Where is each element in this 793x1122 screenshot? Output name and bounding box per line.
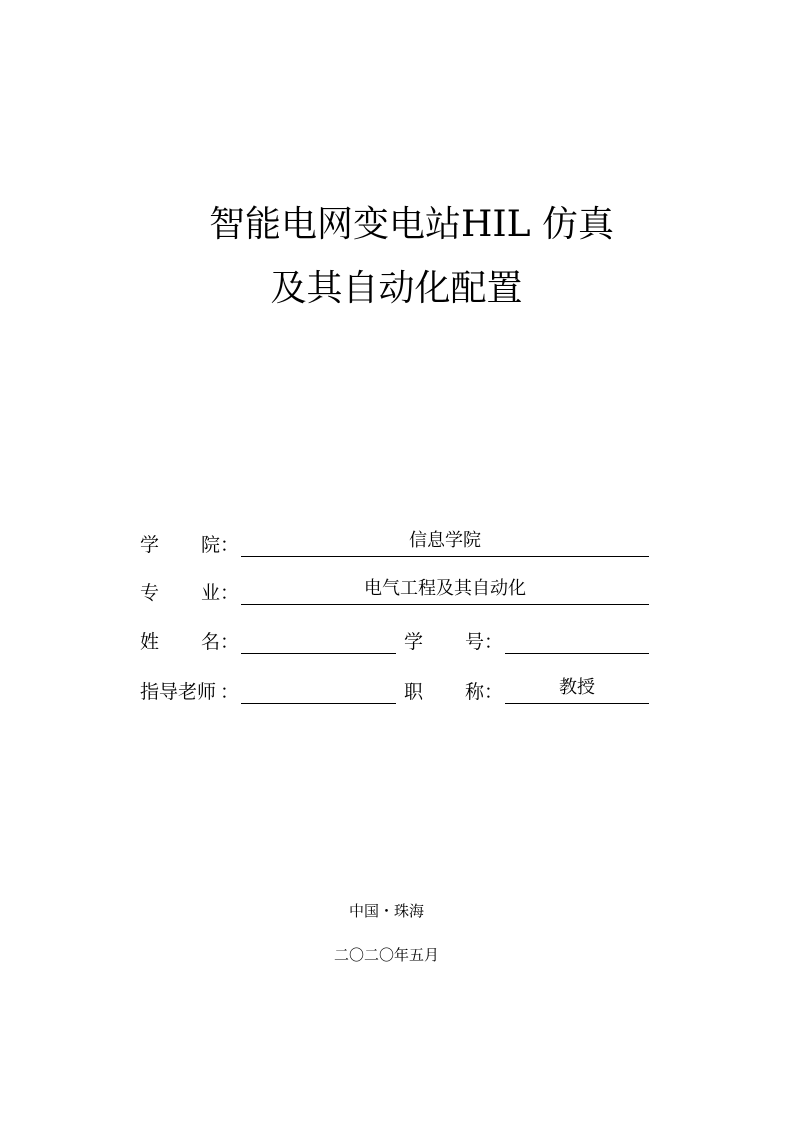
advisor-label: 指导老师 — [140, 681, 217, 703]
major-label-char-1: 专 — [140, 582, 160, 604]
document-title-line-1: 智能电网变电站HIL 仿真 — [209, 204, 614, 245]
college-label-char-2: 院 — [201, 534, 221, 556]
major-label-char-2: 业 — [201, 582, 221, 604]
document-title-line-2: 及其自动化配置 — [270, 268, 523, 309]
advisor-title-label-colon: ： — [484, 681, 504, 703]
name-field[interactable] — [241, 625, 396, 654]
major-label-colon: ： — [220, 582, 240, 604]
advisor-title-field[interactable]: 教授 — [505, 675, 649, 704]
form-row-name-id — [140, 624, 650, 654]
form-row-advisor — [140, 674, 650, 704]
name-label-char-1: 姓 — [140, 631, 160, 653]
name-label-colon: ： — [220, 631, 240, 653]
college-label-char-1: 学 — [140, 534, 160, 556]
student-id-label-char-2: 号 — [465, 631, 485, 653]
major-field[interactable]: 电气工程及其自动化 — [241, 576, 649, 605]
footer-place: 中国・珠海 — [348, 902, 424, 920]
student-id-label-colon: ： — [484, 631, 504, 653]
advisor-label-colon: ： — [220, 681, 240, 703]
advisor-title-label-char-2: 称 — [465, 681, 485, 703]
student-id-field[interactable] — [505, 625, 649, 654]
form-row-college — [140, 527, 650, 557]
form-row-major — [140, 575, 650, 605]
footer-date: 二〇二〇年五月 — [333, 946, 439, 964]
college-field[interactable]: 信息学院 — [241, 528, 649, 557]
advisor-title-label-char-1: 职 — [404, 681, 424, 703]
student-id-label-char-1: 学 — [404, 631, 424, 653]
college-label-colon: ： — [220, 534, 240, 556]
advisor-field[interactable] — [241, 675, 396, 704]
name-label-char-2: 名 — [201, 631, 221, 653]
